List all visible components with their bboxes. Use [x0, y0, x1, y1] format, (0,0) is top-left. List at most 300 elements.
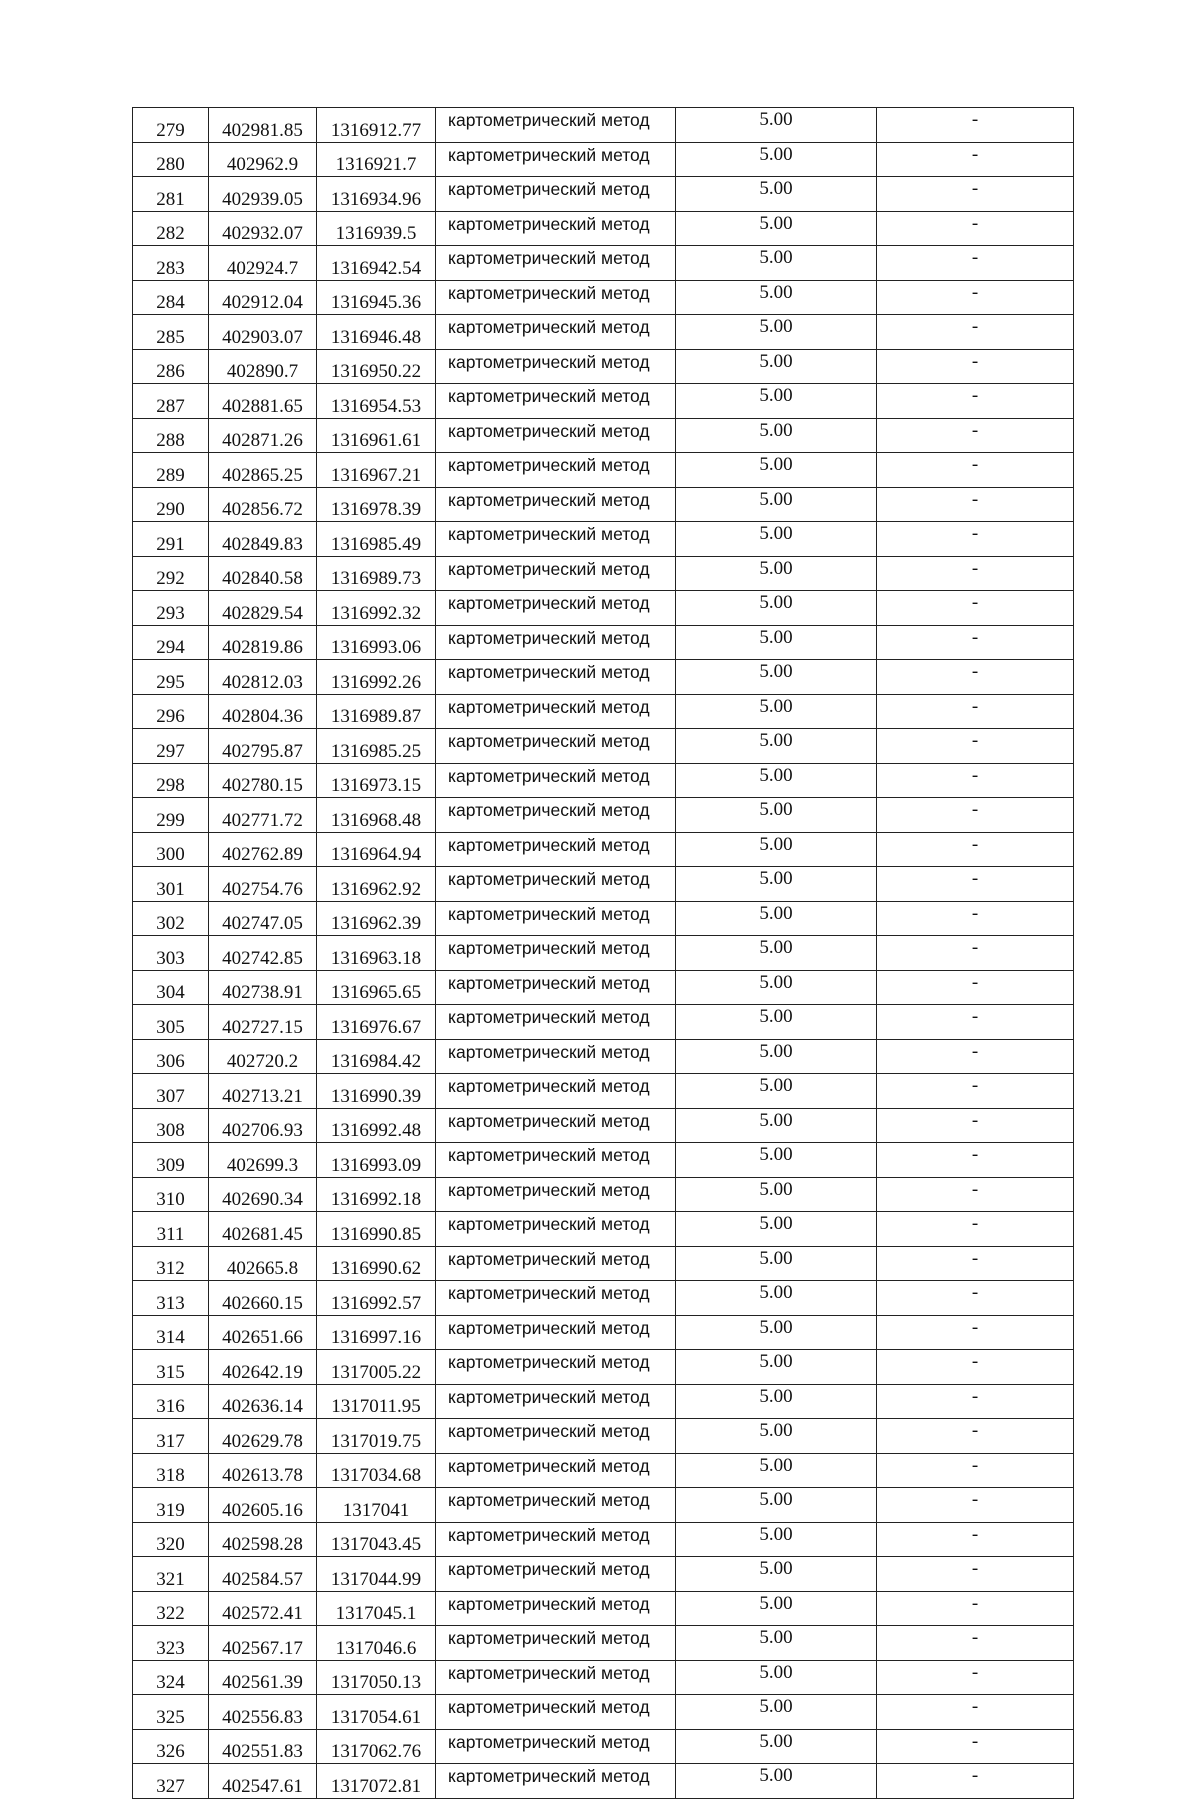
x-coordinate-cell: 402754.76: [209, 867, 317, 902]
note-cell: -: [877, 1695, 1074, 1730]
note-cell: -: [877, 798, 1074, 833]
y-coordinate-cell: 1316946.48: [317, 315, 436, 350]
y-coordinate-cell: 1316990.62: [317, 1246, 436, 1281]
y-coordinate-cell: 1317054.61: [317, 1695, 436, 1730]
note-cell: -: [877, 1419, 1074, 1454]
x-coordinate-cell: 402706.93: [209, 1108, 317, 1143]
x-coordinate-cell: 402747.05: [209, 901, 317, 936]
point-number-cell: 317: [133, 1419, 209, 1454]
x-coordinate-cell: 402840.58: [209, 556, 317, 591]
method-cell: картометрический метод: [436, 1384, 676, 1419]
note-cell: -: [877, 1729, 1074, 1764]
y-coordinate-cell: 1316992.32: [317, 591, 436, 626]
note-cell: -: [877, 1212, 1074, 1247]
y-coordinate-cell: 1317019.75: [317, 1419, 436, 1454]
table-row: [133, 1246, 1074, 1281]
method-cell: картометрический метод: [436, 349, 676, 384]
accuracy-cell: 5.00: [676, 970, 877, 1005]
accuracy-cell: 5.00: [676, 1695, 877, 1730]
x-coordinate-cell: 402903.07: [209, 315, 317, 350]
note-cell: -: [877, 1764, 1074, 1799]
accuracy-cell: 5.00: [676, 1729, 877, 1764]
point-number-cell: 318: [133, 1453, 209, 1488]
x-coordinate-cell: 402962.9: [209, 142, 317, 177]
point-number-cell: 308: [133, 1108, 209, 1143]
point-number-cell: 322: [133, 1591, 209, 1626]
accuracy-cell: 5.00: [676, 798, 877, 833]
note-cell: -: [877, 625, 1074, 660]
table-row: [133, 1626, 1074, 1661]
y-coordinate-cell: 1317046.6: [317, 1626, 436, 1661]
x-coordinate-cell: 402629.78: [209, 1419, 317, 1454]
accuracy-cell: 5.00: [676, 315, 877, 350]
note-cell: -: [877, 418, 1074, 453]
x-coordinate-cell: 402795.87: [209, 729, 317, 764]
note-cell: -: [877, 1660, 1074, 1695]
y-coordinate-cell: 1316961.61: [317, 418, 436, 453]
table-row: [133, 1453, 1074, 1488]
table-row: [133, 1143, 1074, 1178]
accuracy-cell: 5.00: [676, 1522, 877, 1557]
point-number-cell: 309: [133, 1143, 209, 1178]
y-coordinate-cell: 1316942.54: [317, 246, 436, 281]
point-number-cell: 297: [133, 729, 209, 764]
x-coordinate-cell: 402720.2: [209, 1039, 317, 1074]
table-row: [133, 1764, 1074, 1799]
accuracy-cell: 5.00: [676, 1488, 877, 1523]
point-number-cell: 316: [133, 1384, 209, 1419]
y-coordinate-cell: 1316921.7: [317, 142, 436, 177]
point-number-cell: 311: [133, 1212, 209, 1247]
accuracy-cell: 5.00: [676, 729, 877, 764]
note-cell: -: [877, 763, 1074, 798]
y-coordinate-cell: 1316945.36: [317, 280, 436, 315]
point-number-cell: 288: [133, 418, 209, 453]
y-coordinate-cell: 1316992.18: [317, 1177, 436, 1212]
accuracy-cell: 5.00: [676, 1281, 877, 1316]
method-cell: картометрический метод: [436, 936, 676, 971]
point-number-cell: 281: [133, 177, 209, 212]
point-number-cell: 303: [133, 936, 209, 971]
method-cell: картометрический метод: [436, 246, 676, 281]
method-cell: картометрический метод: [436, 1350, 676, 1385]
method-cell: картометрический метод: [436, 1005, 676, 1040]
table-row: [133, 1281, 1074, 1316]
accuracy-cell: 5.00: [676, 1177, 877, 1212]
note-cell: -: [877, 970, 1074, 1005]
note-cell: -: [877, 246, 1074, 281]
table-row: [133, 522, 1074, 557]
method-cell: картометрический метод: [436, 1764, 676, 1799]
y-coordinate-cell: 1316976.67: [317, 1005, 436, 1040]
y-coordinate-cell: 1316962.92: [317, 867, 436, 902]
accuracy-cell: 5.00: [676, 1591, 877, 1626]
note-cell: -: [877, 177, 1074, 212]
y-coordinate-cell: 1316993.06: [317, 625, 436, 660]
y-coordinate-cell: 1316964.94: [317, 832, 436, 867]
note-cell: -: [877, 453, 1074, 488]
method-cell: картометрический метод: [436, 1591, 676, 1626]
x-coordinate-cell: 402771.72: [209, 798, 317, 833]
point-number-cell: 289: [133, 453, 209, 488]
table-row: [133, 901, 1074, 936]
method-cell: картометрический метод: [436, 1074, 676, 1109]
y-coordinate-cell: 1316962.39: [317, 901, 436, 936]
y-coordinate-cell: 1317011.95: [317, 1384, 436, 1419]
point-number-cell: 294: [133, 625, 209, 660]
method-cell: картометрический метод: [436, 487, 676, 522]
y-coordinate-cell: 1316992.26: [317, 660, 436, 695]
y-coordinate-cell: 1317005.22: [317, 1350, 436, 1385]
method-cell: картометрический метод: [436, 1177, 676, 1212]
note-cell: -: [877, 867, 1074, 902]
accuracy-cell: 5.00: [676, 384, 877, 419]
accuracy-cell: 5.00: [676, 1453, 877, 1488]
note-cell: -: [877, 1488, 1074, 1523]
method-cell: картометрический метод: [436, 1660, 676, 1695]
table-row: [133, 418, 1074, 453]
table-row: [133, 867, 1074, 902]
table-row: [133, 1212, 1074, 1247]
y-coordinate-cell: 1317043.45: [317, 1522, 436, 1557]
note-cell: -: [877, 1005, 1074, 1040]
method-cell: картометрический метод: [436, 1557, 676, 1592]
table-row: [133, 384, 1074, 419]
x-coordinate-cell: 402742.85: [209, 936, 317, 971]
x-coordinate-cell: 402584.57: [209, 1557, 317, 1592]
note-cell: -: [877, 729, 1074, 764]
point-number-cell: 291: [133, 522, 209, 557]
method-cell: картометрический метод: [436, 1108, 676, 1143]
table-row: [133, 625, 1074, 660]
accuracy-cell: 5.00: [676, 660, 877, 695]
accuracy-cell: 5.00: [676, 1074, 877, 1109]
accuracy-cell: 5.00: [676, 867, 877, 902]
point-number-cell: 323: [133, 1626, 209, 1661]
method-cell: картометрический метод: [436, 177, 676, 212]
y-coordinate-cell: 1316989.87: [317, 694, 436, 729]
x-coordinate-cell: 402547.61: [209, 1764, 317, 1799]
y-coordinate-cell: 1316997.16: [317, 1315, 436, 1350]
accuracy-cell: 5.00: [676, 763, 877, 798]
table-row: [133, 1350, 1074, 1385]
point-number-cell: 295: [133, 660, 209, 695]
y-coordinate-cell: 1317062.76: [317, 1729, 436, 1764]
accuracy-cell: 5.00: [676, 1557, 877, 1592]
method-cell: картометрический метод: [436, 694, 676, 729]
table-row: [133, 1660, 1074, 1695]
note-cell: -: [877, 1350, 1074, 1385]
note-cell: -: [877, 349, 1074, 384]
y-coordinate-cell: 1316992.48: [317, 1108, 436, 1143]
y-coordinate-cell: 1316950.22: [317, 349, 436, 384]
table-row: [133, 660, 1074, 695]
table-row: [133, 1005, 1074, 1040]
note-cell: -: [877, 936, 1074, 971]
table-row: [133, 315, 1074, 350]
accuracy-cell: 5.00: [676, 280, 877, 315]
point-number-cell: 292: [133, 556, 209, 591]
method-cell: картометрический метод: [436, 1419, 676, 1454]
note-cell: -: [877, 1143, 1074, 1178]
accuracy-cell: 5.00: [676, 556, 877, 591]
point-number-cell: 286: [133, 349, 209, 384]
point-number-cell: 310: [133, 1177, 209, 1212]
x-coordinate-cell: 402690.34: [209, 1177, 317, 1212]
table-row: [133, 349, 1074, 384]
table-row: [133, 1488, 1074, 1523]
method-cell: картометрический метод: [436, 1281, 676, 1316]
x-coordinate-cell: 402762.89: [209, 832, 317, 867]
table-row: [133, 246, 1074, 281]
point-number-cell: 320: [133, 1522, 209, 1557]
method-cell: картометрический метод: [436, 1212, 676, 1247]
method-cell: картометрический метод: [436, 625, 676, 660]
point-number-cell: 327: [133, 1764, 209, 1799]
x-coordinate-cell: 402572.41: [209, 1591, 317, 1626]
x-coordinate-cell: 402939.05: [209, 177, 317, 212]
x-coordinate-cell: 402981.85: [209, 108, 317, 143]
point-number-cell: 313: [133, 1281, 209, 1316]
point-number-cell: 287: [133, 384, 209, 419]
x-coordinate-cell: 402556.83: [209, 1695, 317, 1730]
table-row: [133, 798, 1074, 833]
method-cell: картометрический метод: [436, 1695, 676, 1730]
point-number-cell: 284: [133, 280, 209, 315]
point-number-cell: 305: [133, 1005, 209, 1040]
x-coordinate-cell: 402613.78: [209, 1453, 317, 1488]
method-cell: картометрический метод: [436, 1453, 676, 1488]
method-cell: картометрический метод: [436, 729, 676, 764]
method-cell: картометрический метод: [436, 1143, 676, 1178]
accuracy-cell: 5.00: [676, 1212, 877, 1247]
y-coordinate-cell: 1316968.48: [317, 798, 436, 833]
accuracy-cell: 5.00: [676, 832, 877, 867]
note-cell: -: [877, 315, 1074, 350]
x-coordinate-cell: 402932.07: [209, 211, 317, 246]
x-coordinate-cell: 402812.03: [209, 660, 317, 695]
note-cell: -: [877, 1453, 1074, 1488]
method-cell: картометрический метод: [436, 867, 676, 902]
method-cell: картометрический метод: [436, 798, 676, 833]
x-coordinate-cell: 402551.83: [209, 1729, 317, 1764]
note-cell: -: [877, 1522, 1074, 1557]
coordinates-table-body: [133, 108, 1074, 1799]
note-cell: -: [877, 522, 1074, 557]
y-coordinate-cell: 1316990.39: [317, 1074, 436, 1109]
accuracy-cell: 5.00: [676, 1246, 877, 1281]
method-cell: картометрический метод: [436, 1488, 676, 1523]
table-row: [133, 1695, 1074, 1730]
y-coordinate-cell: 1316992.57: [317, 1281, 436, 1316]
point-number-cell: 298: [133, 763, 209, 798]
note-cell: -: [877, 1557, 1074, 1592]
note-cell: -: [877, 1246, 1074, 1281]
accuracy-cell: 5.00: [676, 625, 877, 660]
method-cell: картометрический метод: [436, 660, 676, 695]
coordinates-table: [132, 107, 1074, 1799]
accuracy-cell: 5.00: [676, 418, 877, 453]
accuracy-cell: 5.00: [676, 1350, 877, 1385]
x-coordinate-cell: 402561.39: [209, 1660, 317, 1695]
x-coordinate-cell: 402651.66: [209, 1315, 317, 1350]
note-cell: -: [877, 1281, 1074, 1316]
method-cell: картометрический метод: [436, 108, 676, 143]
accuracy-cell: 5.00: [676, 591, 877, 626]
y-coordinate-cell: 1316939.5: [317, 211, 436, 246]
point-number-cell: 319: [133, 1488, 209, 1523]
accuracy-cell: 5.00: [676, 1384, 877, 1419]
method-cell: картометрический метод: [436, 384, 676, 419]
note-cell: -: [877, 1626, 1074, 1661]
point-number-cell: 300: [133, 832, 209, 867]
table-row: [133, 729, 1074, 764]
x-coordinate-cell: 402713.21: [209, 1074, 317, 1109]
y-coordinate-cell: 1317044.99: [317, 1557, 436, 1592]
table-row: [133, 1522, 1074, 1557]
table-row: [133, 487, 1074, 522]
method-cell: картометрический метод: [436, 142, 676, 177]
x-coordinate-cell: 402642.19: [209, 1350, 317, 1385]
method-cell: картометрический метод: [436, 1039, 676, 1074]
note-cell: -: [877, 1039, 1074, 1074]
table-row: [133, 1177, 1074, 1212]
accuracy-cell: 5.00: [676, 211, 877, 246]
note-cell: -: [877, 1074, 1074, 1109]
x-coordinate-cell: 402665.8: [209, 1246, 317, 1281]
point-number-cell: 293: [133, 591, 209, 626]
point-number-cell: 314: [133, 1315, 209, 1350]
table-row: [133, 591, 1074, 626]
method-cell: картометрический метод: [436, 211, 676, 246]
accuracy-cell: 5.00: [676, 142, 877, 177]
y-coordinate-cell: 1316967.21: [317, 453, 436, 488]
table-row: [133, 1419, 1074, 1454]
x-coordinate-cell: 402699.3: [209, 1143, 317, 1178]
accuracy-cell: 5.00: [676, 522, 877, 557]
point-number-cell: 325: [133, 1695, 209, 1730]
note-cell: -: [877, 1384, 1074, 1419]
point-number-cell: 279: [133, 108, 209, 143]
x-coordinate-cell: 402727.15: [209, 1005, 317, 1040]
x-coordinate-cell: 402636.14: [209, 1384, 317, 1419]
x-coordinate-cell: 402871.26: [209, 418, 317, 453]
table-row: [133, 108, 1074, 143]
accuracy-cell: 5.00: [676, 453, 877, 488]
note-cell: -: [877, 660, 1074, 695]
y-coordinate-cell: 1316985.25: [317, 729, 436, 764]
method-cell: картометрический метод: [436, 1315, 676, 1350]
x-coordinate-cell: 402804.36: [209, 694, 317, 729]
table-row: [133, 1074, 1074, 1109]
method-cell: картометрический метод: [436, 1729, 676, 1764]
y-coordinate-cell: 1316963.18: [317, 936, 436, 971]
y-coordinate-cell: 1316973.15: [317, 763, 436, 798]
y-coordinate-cell: 1316978.39: [317, 487, 436, 522]
table-row: [133, 694, 1074, 729]
y-coordinate-cell: 1317050.13: [317, 1660, 436, 1695]
point-number-cell: 312: [133, 1246, 209, 1281]
method-cell: картометрический метод: [436, 418, 676, 453]
point-number-cell: 301: [133, 867, 209, 902]
y-coordinate-cell: 1316912.77: [317, 108, 436, 143]
table-row: [133, 556, 1074, 591]
method-cell: картометрический метод: [436, 1246, 676, 1281]
accuracy-cell: 5.00: [676, 487, 877, 522]
table-row: [133, 763, 1074, 798]
y-coordinate-cell: 1316965.65: [317, 970, 436, 1005]
table-row: [133, 280, 1074, 315]
point-number-cell: 326: [133, 1729, 209, 1764]
table-row: [133, 1108, 1074, 1143]
table-row: [133, 936, 1074, 971]
table-row: [133, 1591, 1074, 1626]
y-coordinate-cell: 1316934.96: [317, 177, 436, 212]
accuracy-cell: 5.00: [676, 936, 877, 971]
method-cell: картометрический метод: [436, 901, 676, 936]
point-number-cell: 285: [133, 315, 209, 350]
point-number-cell: 296: [133, 694, 209, 729]
note-cell: -: [877, 1591, 1074, 1626]
y-coordinate-cell: 1316954.53: [317, 384, 436, 419]
x-coordinate-cell: 402924.7: [209, 246, 317, 281]
x-coordinate-cell: 402605.16: [209, 1488, 317, 1523]
accuracy-cell: 5.00: [676, 349, 877, 384]
method-cell: картометрический метод: [436, 1626, 676, 1661]
table-row: [133, 142, 1074, 177]
accuracy-cell: 5.00: [676, 1108, 877, 1143]
point-number-cell: 283: [133, 246, 209, 281]
accuracy-cell: 5.00: [676, 1039, 877, 1074]
method-cell: картометрический метод: [436, 832, 676, 867]
method-cell: картометрический метод: [436, 1522, 676, 1557]
note-cell: -: [877, 901, 1074, 936]
y-coordinate-cell: 1316984.42: [317, 1039, 436, 1074]
note-cell: -: [877, 1177, 1074, 1212]
accuracy-cell: 5.00: [676, 694, 877, 729]
note-cell: -: [877, 280, 1074, 315]
point-number-cell: 304: [133, 970, 209, 1005]
accuracy-cell: 5.00: [676, 1419, 877, 1454]
accuracy-cell: 5.00: [676, 1005, 877, 1040]
point-number-cell: 306: [133, 1039, 209, 1074]
method-cell: картометрический метод: [436, 315, 676, 350]
note-cell: -: [877, 384, 1074, 419]
method-cell: картометрический метод: [436, 280, 676, 315]
note-cell: -: [877, 694, 1074, 729]
method-cell: картометрический метод: [436, 556, 676, 591]
y-coordinate-cell: 1316989.73: [317, 556, 436, 591]
y-coordinate-cell: 1317034.68: [317, 1453, 436, 1488]
x-coordinate-cell: 402865.25: [209, 453, 317, 488]
x-coordinate-cell: 402780.15: [209, 763, 317, 798]
x-coordinate-cell: 402912.04: [209, 280, 317, 315]
method-cell: картометрический метод: [436, 591, 676, 626]
note-cell: -: [877, 556, 1074, 591]
table-row: [133, 1384, 1074, 1419]
table-row: [133, 1557, 1074, 1592]
table-row: [133, 1315, 1074, 1350]
method-cell: картометрический метод: [436, 763, 676, 798]
y-coordinate-cell: 1316993.09: [317, 1143, 436, 1178]
point-number-cell: 299: [133, 798, 209, 833]
table-row: [133, 453, 1074, 488]
point-number-cell: 321: [133, 1557, 209, 1592]
y-coordinate-cell: 1316990.85: [317, 1212, 436, 1247]
y-coordinate-cell: 1317041: [317, 1488, 436, 1523]
table-row: [133, 211, 1074, 246]
x-coordinate-cell: 402829.54: [209, 591, 317, 626]
